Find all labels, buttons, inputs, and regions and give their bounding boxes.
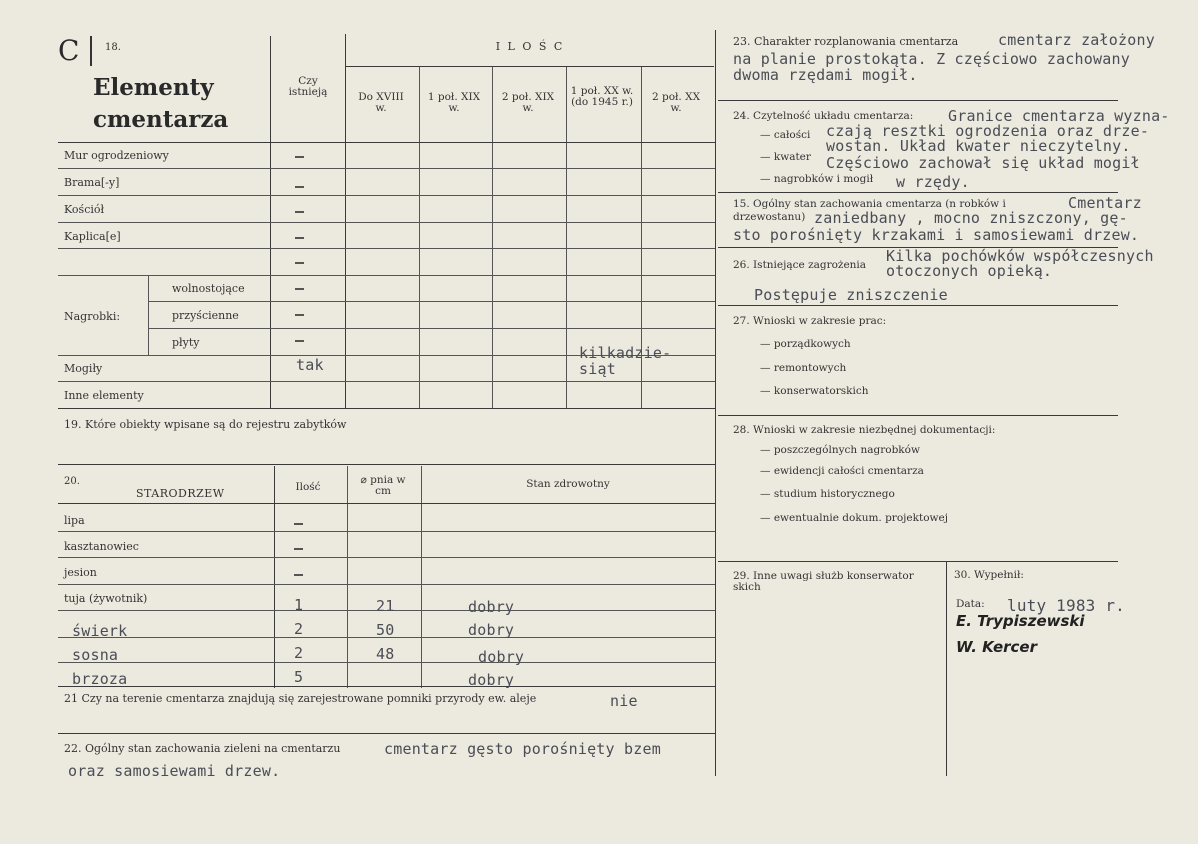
grid-line	[718, 192, 1118, 193]
q27-item: — remontowych	[760, 362, 847, 374]
nagrobki-sub-label: przyścienne	[172, 309, 239, 322]
q25-label: drzewostanu)	[733, 211, 806, 223]
existence-mark	[295, 156, 304, 158]
q30-label: 30. Wypełnił:	[954, 569, 1024, 581]
existence-mark	[295, 288, 304, 290]
section-title-line1: Elementy	[93, 74, 214, 101]
grid-line	[58, 275, 715, 276]
q24-answer: czają resztki ogrodzenia oraz drze-	[826, 122, 1150, 140]
q30-date: luty 1983 r.	[1007, 596, 1125, 615]
tree-name: jesion	[64, 566, 97, 579]
q21-answer: nie	[610, 692, 638, 710]
q26-answer: otoczonych opieką.	[886, 262, 1053, 280]
q22-answer: oraz samosiewami drzew.	[68, 762, 281, 780]
column-header-exists: Czy istnieją	[288, 75, 328, 98]
q24-answer: wostan. Układ kwater nieczytelny.	[826, 137, 1131, 155]
mogily-count: siąt	[579, 360, 616, 378]
trees-health-header: Stan zdrowotny	[526, 478, 610, 490]
q27-item: — konserwatorskich	[760, 385, 869, 397]
tree-diameter: 21	[376, 597, 395, 615]
column-header-xviii: Do XVIII w.	[358, 91, 404, 114]
tree-name: kasztanowiec	[64, 540, 139, 553]
grid-line	[346, 66, 714, 67]
q21-label: 21 Czy na terenie cmentarza znajdują się zarejestrowane pomniki przyrody ew. aleje	[64, 692, 537, 705]
q23-label: 23. Charakter rozplanowania cmentarza	[733, 35, 959, 48]
element-row-label: Brama[-y]	[64, 176, 120, 189]
q24-sub: — całości	[760, 129, 811, 141]
tree-diameter: 48	[376, 645, 395, 663]
q24-sub: — nagrobków i mogił	[760, 173, 874, 185]
trees-diameter-header: ⌀ pnia w cm	[360, 474, 406, 497]
column-header-xix-2: 2 poł. XIX w.	[501, 91, 555, 114]
existence-mark	[295, 340, 304, 342]
element-row-label: Inne elementy	[64, 389, 144, 402]
grid-line	[421, 466, 422, 688]
grid-line	[58, 733, 715, 734]
grid-line	[419, 67, 420, 408]
trees-qty-header: Ilość	[295, 481, 321, 493]
existence-mark	[295, 237, 304, 239]
tree-name: świerk	[72, 622, 128, 640]
q27-item: — porządkowych	[760, 338, 851, 350]
q24-sub: — kwater	[760, 151, 811, 163]
grid-line	[566, 67, 567, 408]
q22-label: 22. Ogólny stan zachowania zieleni na cmentarzu	[64, 742, 341, 755]
page-divider	[715, 30, 716, 776]
grid-line	[58, 381, 715, 382]
nagrobki-sub-label: płyty	[172, 336, 200, 349]
mogily-count: kilkadzie-	[579, 344, 672, 362]
q20-number: 20.	[64, 476, 80, 487]
grid-line	[58, 557, 715, 558]
grid-line	[58, 168, 715, 169]
q27-label: 27. Wnioski w zakresie prac:	[733, 315, 887, 327]
element-row-label: Kościół	[64, 203, 105, 216]
trees-title: STARODRZEW	[136, 487, 225, 500]
grid-line	[58, 686, 715, 687]
grid-line	[718, 100, 1118, 101]
tree-name: brzoza	[72, 670, 128, 688]
column-header-quantity: I L O Ś C	[495, 40, 565, 53]
q30-date-label: Data:	[956, 598, 985, 610]
field-number-18: 18.	[105, 42, 121, 53]
existence-mark	[295, 262, 304, 264]
q28-item: — studium historycznego	[760, 488, 895, 500]
nagrobki-sub-label: wolnostojące	[172, 282, 245, 295]
tree-qty: 2	[294, 644, 304, 662]
section-title-line2: cmentarza	[93, 106, 229, 133]
q25-answer: Cmentarz	[1068, 194, 1142, 212]
existence-mark	[295, 314, 304, 316]
element-row-label: Mogiły	[64, 362, 103, 375]
section-letter: C	[58, 34, 80, 67]
signature-name: E. Trypiszewski	[956, 612, 1085, 630]
existence-mark	[295, 186, 304, 188]
tree-diameter: 50	[376, 621, 395, 639]
tree-qty: 2	[294, 620, 304, 638]
grid-line	[345, 34, 346, 408]
q26-answer: Postępuje zniszczenie	[754, 286, 948, 304]
q25-label: 15. Ogólny stan zachowania cmentarza (n robków i	[733, 198, 1006, 210]
grid-line	[58, 142, 715, 143]
grid-line	[274, 466, 275, 688]
grid-line	[58, 248, 715, 249]
grid-line	[718, 305, 1118, 306]
tree-qty-mark	[294, 574, 303, 576]
q28-item: — poszczególnych nagrobków	[760, 444, 920, 456]
q29-label: skich	[733, 581, 761, 593]
grid-line	[148, 275, 149, 355]
q28-item: — ewentualnie dokum. projektowej	[760, 512, 948, 524]
tree-health: dobry	[478, 648, 525, 666]
tree-qty-mark	[294, 548, 303, 550]
q23-answer: cmentarz założony	[998, 31, 1155, 49]
grid-line	[58, 503, 715, 504]
column-header-xix-1: 1 poł. XIX w.	[427, 91, 481, 114]
grid-line	[492, 67, 493, 408]
q24-answer: Granice cmentarza wyzna-	[948, 107, 1170, 125]
tree-health: dobry	[468, 598, 515, 616]
grid-line	[58, 464, 715, 465]
column-header-xx-2: 2 poł. XX w.	[651, 91, 701, 114]
q28-label: 28. Wnioski w zakresie niezbędnej dokumentacji:	[733, 424, 996, 436]
grid-line	[148, 301, 715, 302]
q25-answer: zaniedbany , mocno zniszczony, gę-	[814, 209, 1128, 227]
grid-line	[347, 466, 348, 688]
q29-label: 29. Inne uwagi służb konserwator	[733, 570, 914, 582]
tree-health: dobry	[468, 671, 515, 689]
grid-line	[718, 415, 1118, 416]
tree-health: dobry	[468, 621, 515, 639]
q19-label: 19. Które obiekty wpisane są do rejestru zabytków	[64, 418, 347, 431]
tree-qty: 5	[294, 668, 304, 686]
tree-qty: 1	[294, 596, 304, 614]
grid-line	[58, 408, 715, 409]
grid-line	[58, 195, 715, 196]
q26-label: 26. Istniejące zagrożenia	[733, 259, 867, 271]
tree-name: sosna	[72, 646, 119, 664]
existence-mark	[295, 211, 304, 213]
q23-answer: na planie prostokąta. Z częściowo zachowany	[733, 50, 1130, 68]
element-row-label: Kaplica[e]	[64, 230, 121, 243]
q23-answer: dwoma rzędami mogił.	[733, 66, 918, 84]
nagrobki-label: Nagrobki:	[64, 310, 121, 323]
grid-line	[148, 328, 715, 329]
tree-qty-mark	[294, 523, 303, 525]
grid-line	[58, 531, 715, 532]
q24-answer: Częściowo zachował się układ mogił	[826, 154, 1140, 172]
tree-name: lipa	[64, 514, 85, 527]
q25-answer: sto porośnięty krzakami i samosiewami drzew.	[733, 226, 1140, 244]
tree-name: tuja (żywotnik)	[64, 592, 148, 605]
mogily-exists: tak	[296, 356, 324, 374]
q24-label: 24. Czytelność układu cmentarza:	[733, 110, 914, 122]
q24-answer: w rzędy.	[896, 173, 970, 191]
q26-answer: Kilka pochówków współczesnych	[886, 247, 1154, 265]
grid-line	[946, 562, 947, 776]
grid-line	[58, 584, 715, 585]
q22-answer: cmentarz gęsto porośnięty bzem	[384, 740, 661, 758]
q28-item: — ewidencji całości cmentarza	[760, 465, 924, 477]
grid-line	[58, 222, 715, 223]
column-header-xx-1: 1 poł. XX w. (do 1945 r.)	[570, 85, 634, 108]
element-row-label: Mur ogrodzeniowy	[64, 149, 169, 162]
signature-name: W. Kercer	[956, 638, 1037, 656]
grid-line	[718, 561, 1118, 562]
